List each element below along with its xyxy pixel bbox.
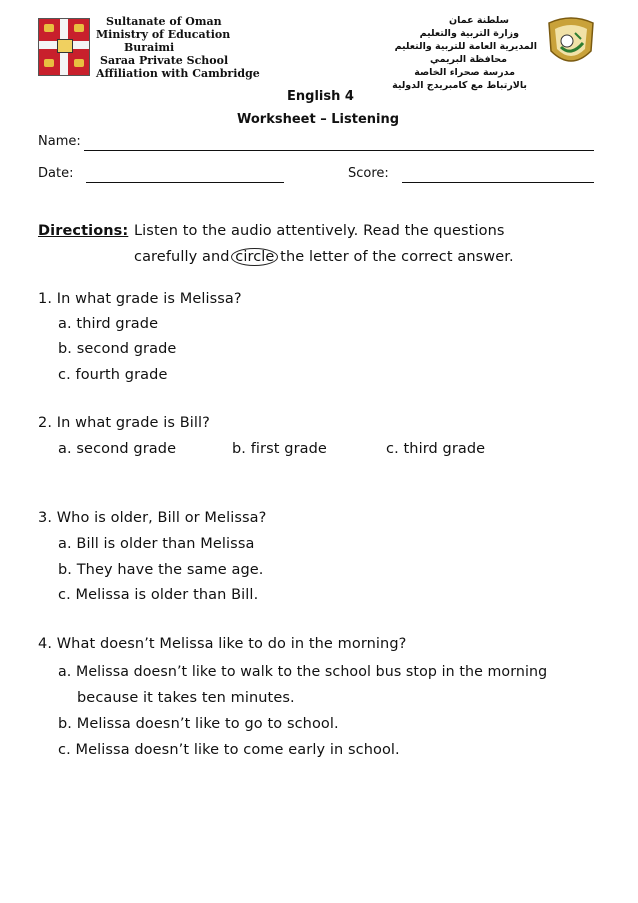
question-1: 1. In what grade is Melissa?: [38, 291, 242, 307]
worksheet-subtitle: Worksheet – Listening: [237, 112, 400, 127]
header-left-line: Sultanate of Oman: [106, 15, 222, 28]
circled-word: circle: [231, 248, 278, 266]
header-right-line: محافظة البريمي: [430, 54, 507, 65]
ministry-emblem-logo: [541, 13, 601, 73]
date-field[interactable]: [86, 182, 284, 183]
question-4-option-a-continued: because it takes ten minutes.: [77, 690, 295, 706]
header-left-line: Ministry of Education: [96, 28, 231, 41]
question-4-option-c[interactable]: c. Melissa doesn’t like to come early in school.: [58, 742, 400, 758]
question-4-option-b[interactable]: b. Melissa doesn’t like to go to school.: [58, 716, 339, 732]
school-crest-logo: [38, 18, 90, 76]
question-2: 2. In what grade is Bill?: [38, 415, 210, 431]
score-label: Score:: [348, 166, 389, 181]
header-right-line: بالارتباط مع كامبريدج الدولية: [392, 80, 527, 91]
question-2-option-c[interactable]: c. third grade: [386, 441, 486, 457]
name-field[interactable]: [84, 150, 594, 151]
header-left-line: Saraa Private School: [100, 54, 229, 67]
question-1-option-b[interactable]: b. second grade: [58, 341, 177, 357]
directions-line-2: [134, 249, 514, 265]
header-right-line: وزارة التربية والتعليم: [419, 28, 519, 39]
question-4-option-a[interactable]: a. Melissa doesn’t like to walk to the school bus stop in the morning: [58, 664, 548, 680]
header-right-line: مدرسة صحراء الخاصة: [414, 67, 515, 78]
directions-text: the letter of the correct answer.: [280, 249, 514, 265]
question-4: 4. What doesn’t Melissa like to do in the morning?: [38, 636, 407, 652]
directions-text: carefully and: [134, 249, 230, 265]
question-1-option-c[interactable]: c. fourth grade: [58, 367, 168, 383]
question-2-option-a[interactable]: a. second grade: [58, 441, 177, 457]
date-label: Date:: [38, 166, 74, 181]
question-3-option-b[interactable]: b. They have the same age.: [58, 562, 264, 578]
question-3: 3. Who is older, Bill or Melissa?: [38, 510, 267, 526]
header-right-line: المديرية العامة للتربية والتعليم: [394, 41, 537, 52]
score-field[interactable]: [402, 182, 594, 183]
header-right-line: سلطنة عمان: [449, 15, 509, 26]
header-right-text: [392, 14, 537, 92]
question-1-option-a[interactable]: a. third grade: [58, 316, 159, 332]
header-left-text: [96, 15, 260, 80]
header-left-line: Affiliation with Cambridge: [96, 67, 260, 80]
directions-label: Directions:: [38, 223, 129, 239]
directions-line-1: Listen to the audio attentively. Read the questions: [134, 223, 505, 239]
name-label: Name:: [38, 134, 81, 149]
question-3-option-c[interactable]: c. Melissa is older than Bill.: [58, 587, 259, 603]
question-2-option-b[interactable]: b. first grade: [232, 441, 327, 457]
header-left-line: Buraimi: [124, 41, 175, 54]
worksheet-title: English 4: [287, 89, 354, 104]
question-3-option-a[interactable]: a. Bill is older than Melissa: [58, 536, 255, 552]
